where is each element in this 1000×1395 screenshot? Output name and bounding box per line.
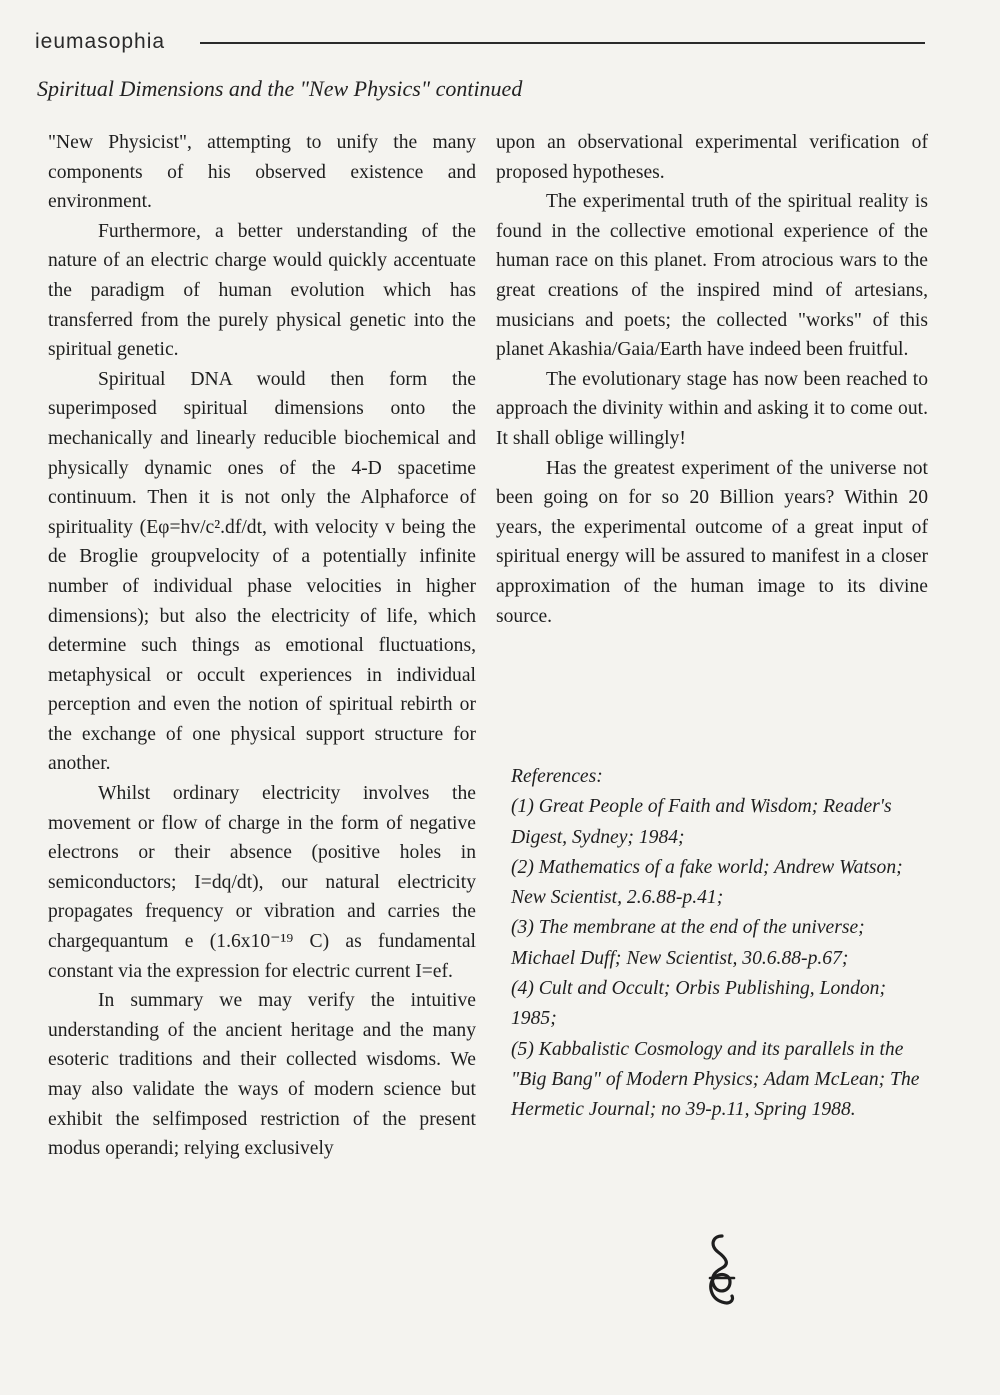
reference-item: (1) Great People of Faith and Wisdom; Reader's Digest, Sydney; 1984; [511,796,892,848]
reference-item: (3) The membrane at the end of the universe; Michael Duff; New Scientist, 30.6.88-p.67; [511,917,865,969]
paragraph: Furthermore, a better understanding of the nature of an electric charge would quickly accentuate the paradigm of human evolution which has transferred from the purely physical genetic into the spiritual genetic. [48,220,476,361]
paragraph: In summary we may verify the intuitive understanding of the ancient heritage and the many esoteric traditions and their collected wisdoms. We may also validate the ways of modern science but exhibit the selfimposed restriction of the present modus operandi; relying exclusively [48,990,476,1160]
references-list [511,792,931,1125]
paragraph: The evolutionary stage has now been reached to approach the divinity within and asking it to come out. It shall oblige willingly! [496,368,928,449]
right-column [496,128,928,631]
article-title: Spiritual Dimensions and the "New Physics" continued [37,76,523,101]
references-section [511,762,931,1126]
references-heading: References: [511,766,603,787]
paragraph: The experimental truth of the spiritual reality is found in the collective emotional experience of the human race on this planet. From atrocious wars to the great creations of the inspired mind of artesians, musicians and poets; the collected "works" of this planet Akashia/Gaia/Earth have indeed been fruitful. [496,191,928,361]
reference-item: (2) Mathematics of a fake world; Andrew Watson; New Scientist, 2.6.88-p.41; [511,856,903,909]
paragraph: Has the greatest experiment of the universe not been going on for so 20 Billion years? Within 20 years, the experimental outcome of a great input of spiritual energy will be assured to manifest in a closer approximation of the human image to its divine source. [496,457,928,627]
page-header [35,30,925,60]
reference-item: (4) Cult and Occult; Orbis Publishing, London; 1985; [511,978,886,1030]
paragraph: Whilst ordinary electricity involves the movement or flow of charge in the form of negative electrons or their absence (positive holes in semiconductors; I=dq/dt), our natural electricity propagates frequency or vibration and carries the chargequantum e (1.6x10⁻¹⁹ C) as fundamental constant via the expression for electric current I=ef. [48,783,476,982]
masthead: ieumasophia [35,30,166,53]
paragraph: upon an observational experimental verification of proposed hypotheses. [496,132,928,183]
left-column [48,128,476,1164]
end-of-article-glyph-icon [700,1232,740,1312]
paragraph: Spiritual DNA would then form the superimposed spiritual dimensions onto the mechanically and linearly reducible biochemical and physically dynamic ones of the 4-D spacetime continuum. Then it is not only the Alphaforce of spirituality (Eφ=hv/c².df/dt, with velocity v being the de Broglie groupvelocity of a potentially infinite number of individual phase velocities in higher dimensions); but also the electricity of life, which determine such things as emotional fluctuations, metaphysical or occult experiences in individual perception and even the notion of spiritual rebirth or the exchange of one physical support structure for another. [48,368,476,775]
header-rule [200,42,925,44]
reference-item: (5) Kabbalistic Cosmology and its parallels in the "Big Bang" of Modern Physics; Adam McLean; The Hermetic Journal; no 39-p.11, Spring 1988. [511,1038,920,1121]
paragraph: "New Physicist", attempting to unify the many components of his observed existence and environment. [48,132,476,213]
